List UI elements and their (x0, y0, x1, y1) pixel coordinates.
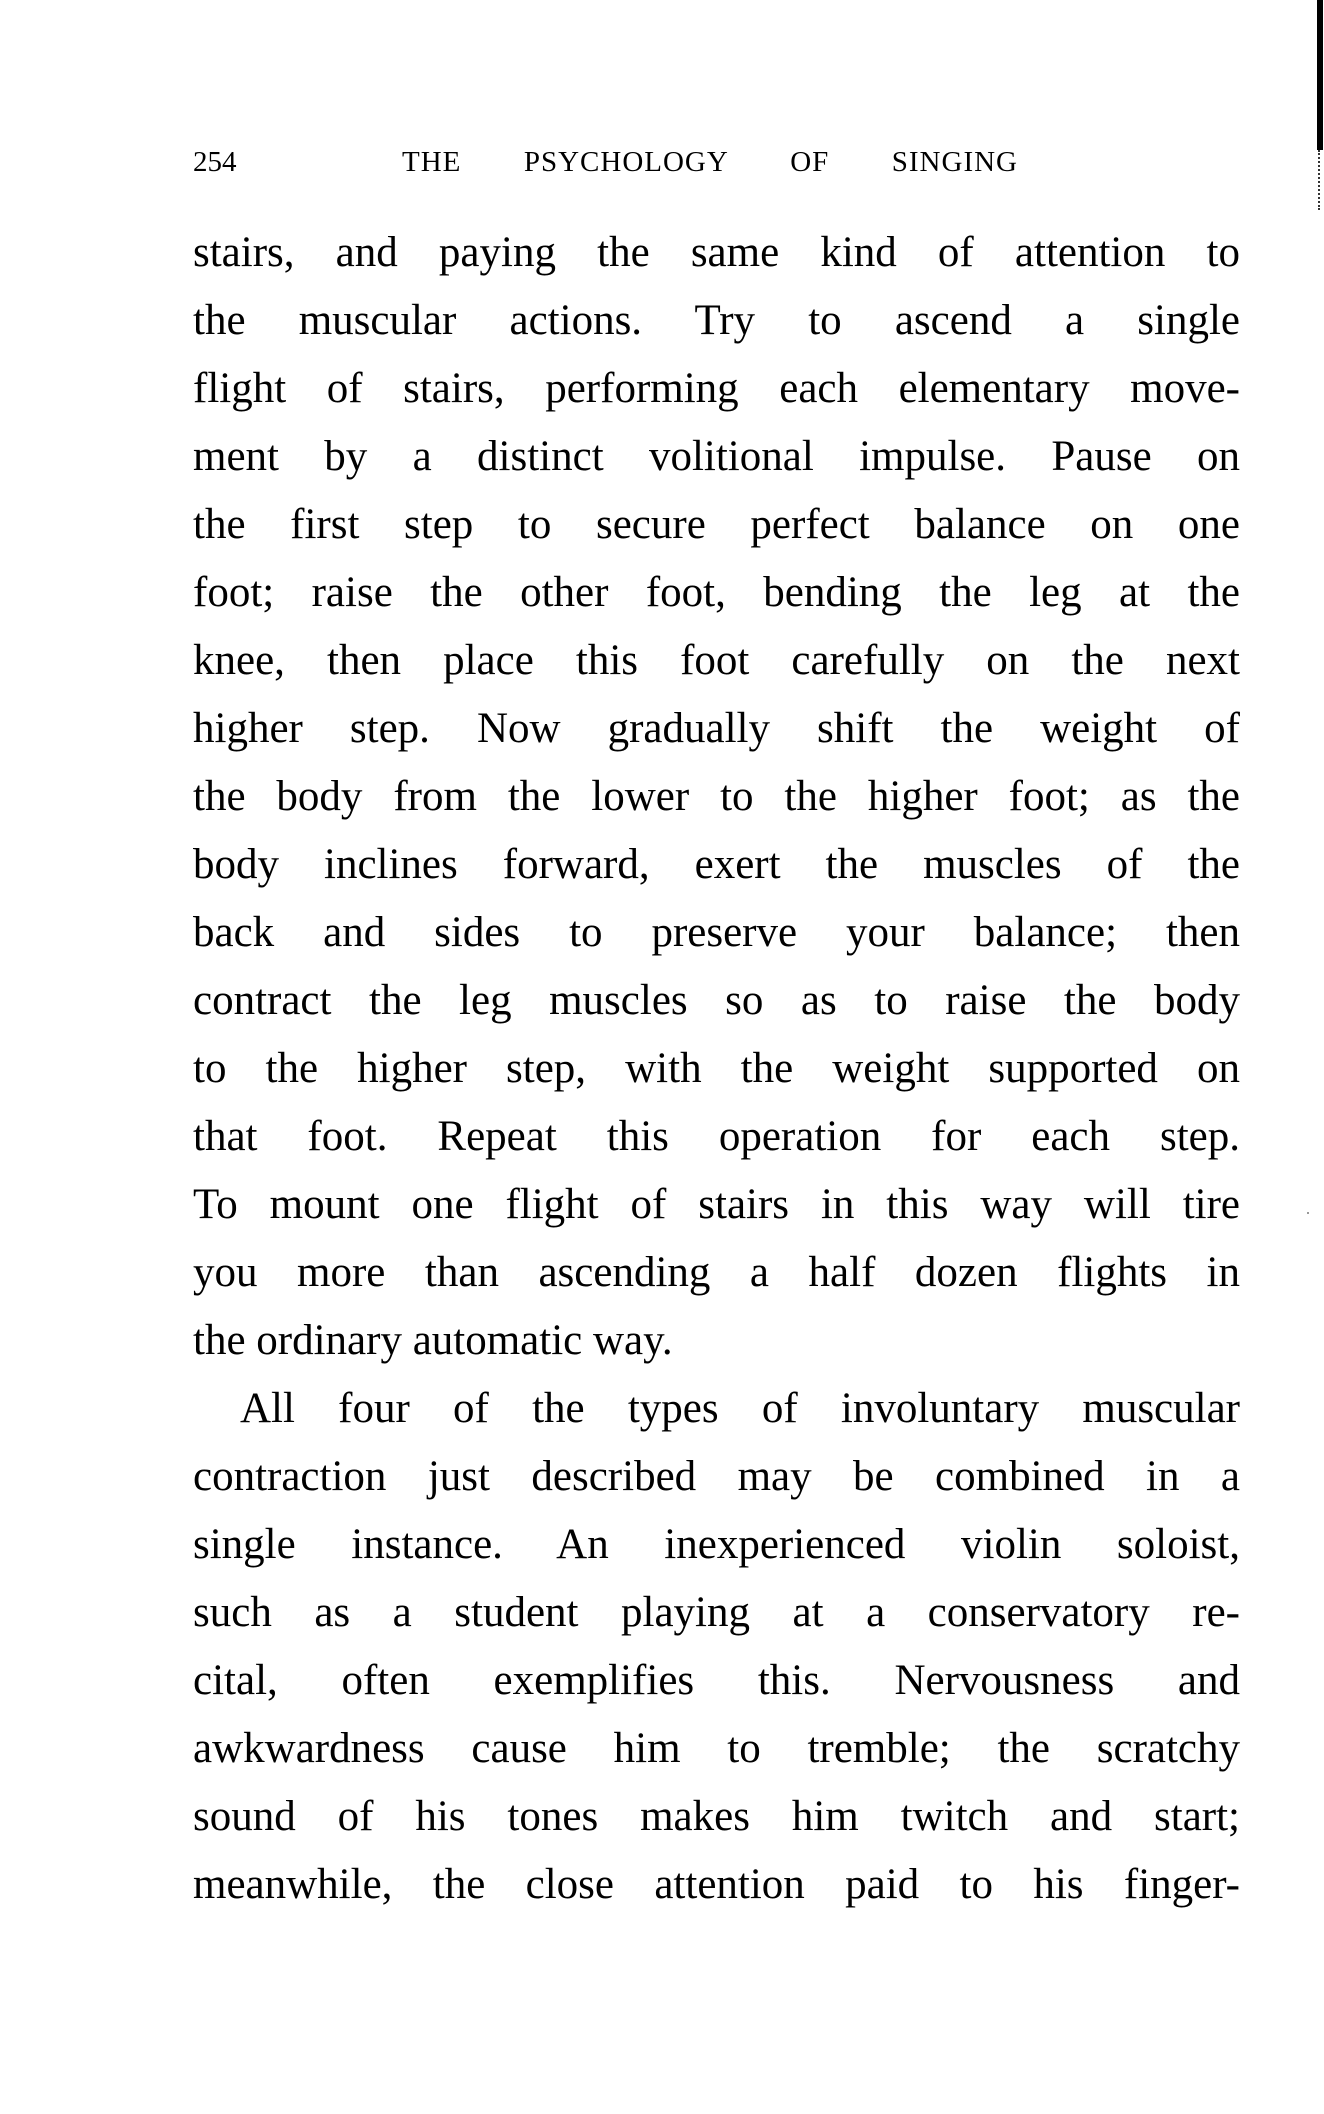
text-line: higher step. Now gradually shift the weight of (193, 705, 1240, 752)
running-title: THE PSYCHOLOGY OF SINGING (402, 146, 1018, 178)
text-line: knee, then place this foot carefully on the next (193, 637, 1240, 684)
page-number: 254 (193, 146, 237, 178)
text-line: stairs, and paying the same kind of attention to (193, 229, 1240, 276)
text-line: body inclines forward, exert the muscles of the (193, 841, 1240, 888)
text-line: flight of stairs, performing each elementary move- (193, 365, 1240, 412)
text-line: cital, often exemplifies this. Nervousness and (193, 1657, 1240, 1704)
text-line: back and sides to preserve your balance; then (193, 909, 1240, 956)
text-line: to the higher step, with the weight supported on (193, 1045, 1240, 1092)
scan-edge-mark (1317, 0, 1323, 150)
text-line: To mount one flight of stairs in this way will tire (193, 1181, 1240, 1228)
scan-edge-mark-dotted (1318, 150, 1322, 210)
scan-speck (1307, 1212, 1309, 1214)
text-line: single instance. An inexperienced violin soloist, (193, 1521, 1240, 1568)
text-line: such as a student playing at a conservatory re- (193, 1589, 1240, 1636)
text-line: meanwhile, the close attention paid to his finger- (193, 1861, 1240, 1908)
text-line: foot; raise the other foot, bending the leg at the (193, 569, 1240, 616)
text-line: contract the leg muscles so as to raise the body (193, 977, 1240, 1024)
text-line: the body from the lower to the higher foot; as the (193, 773, 1240, 820)
text-line: the ordinary automatic way. (193, 1317, 673, 1364)
text-line: ment by a distinct volitional impulse. Pause on (193, 433, 1240, 480)
text-line: the first step to secure perfect balance on one (193, 501, 1240, 548)
text-line: that foot. Repeat this operation for each step. (193, 1113, 1240, 1160)
text-line: All four of the types of involuntary muscular (240, 1385, 1240, 1432)
text-line: sound of his tones makes him twitch and start; (193, 1793, 1240, 1840)
text-line: contraction just described may be combined in a (193, 1453, 1240, 1500)
text-line: awkwardness cause him to tremble; the scratchy (193, 1725, 1240, 1772)
text-line: you more than ascending a half dozen flights in (193, 1249, 1240, 1296)
text-line: the muscular actions. Try to ascend a single (193, 297, 1240, 344)
